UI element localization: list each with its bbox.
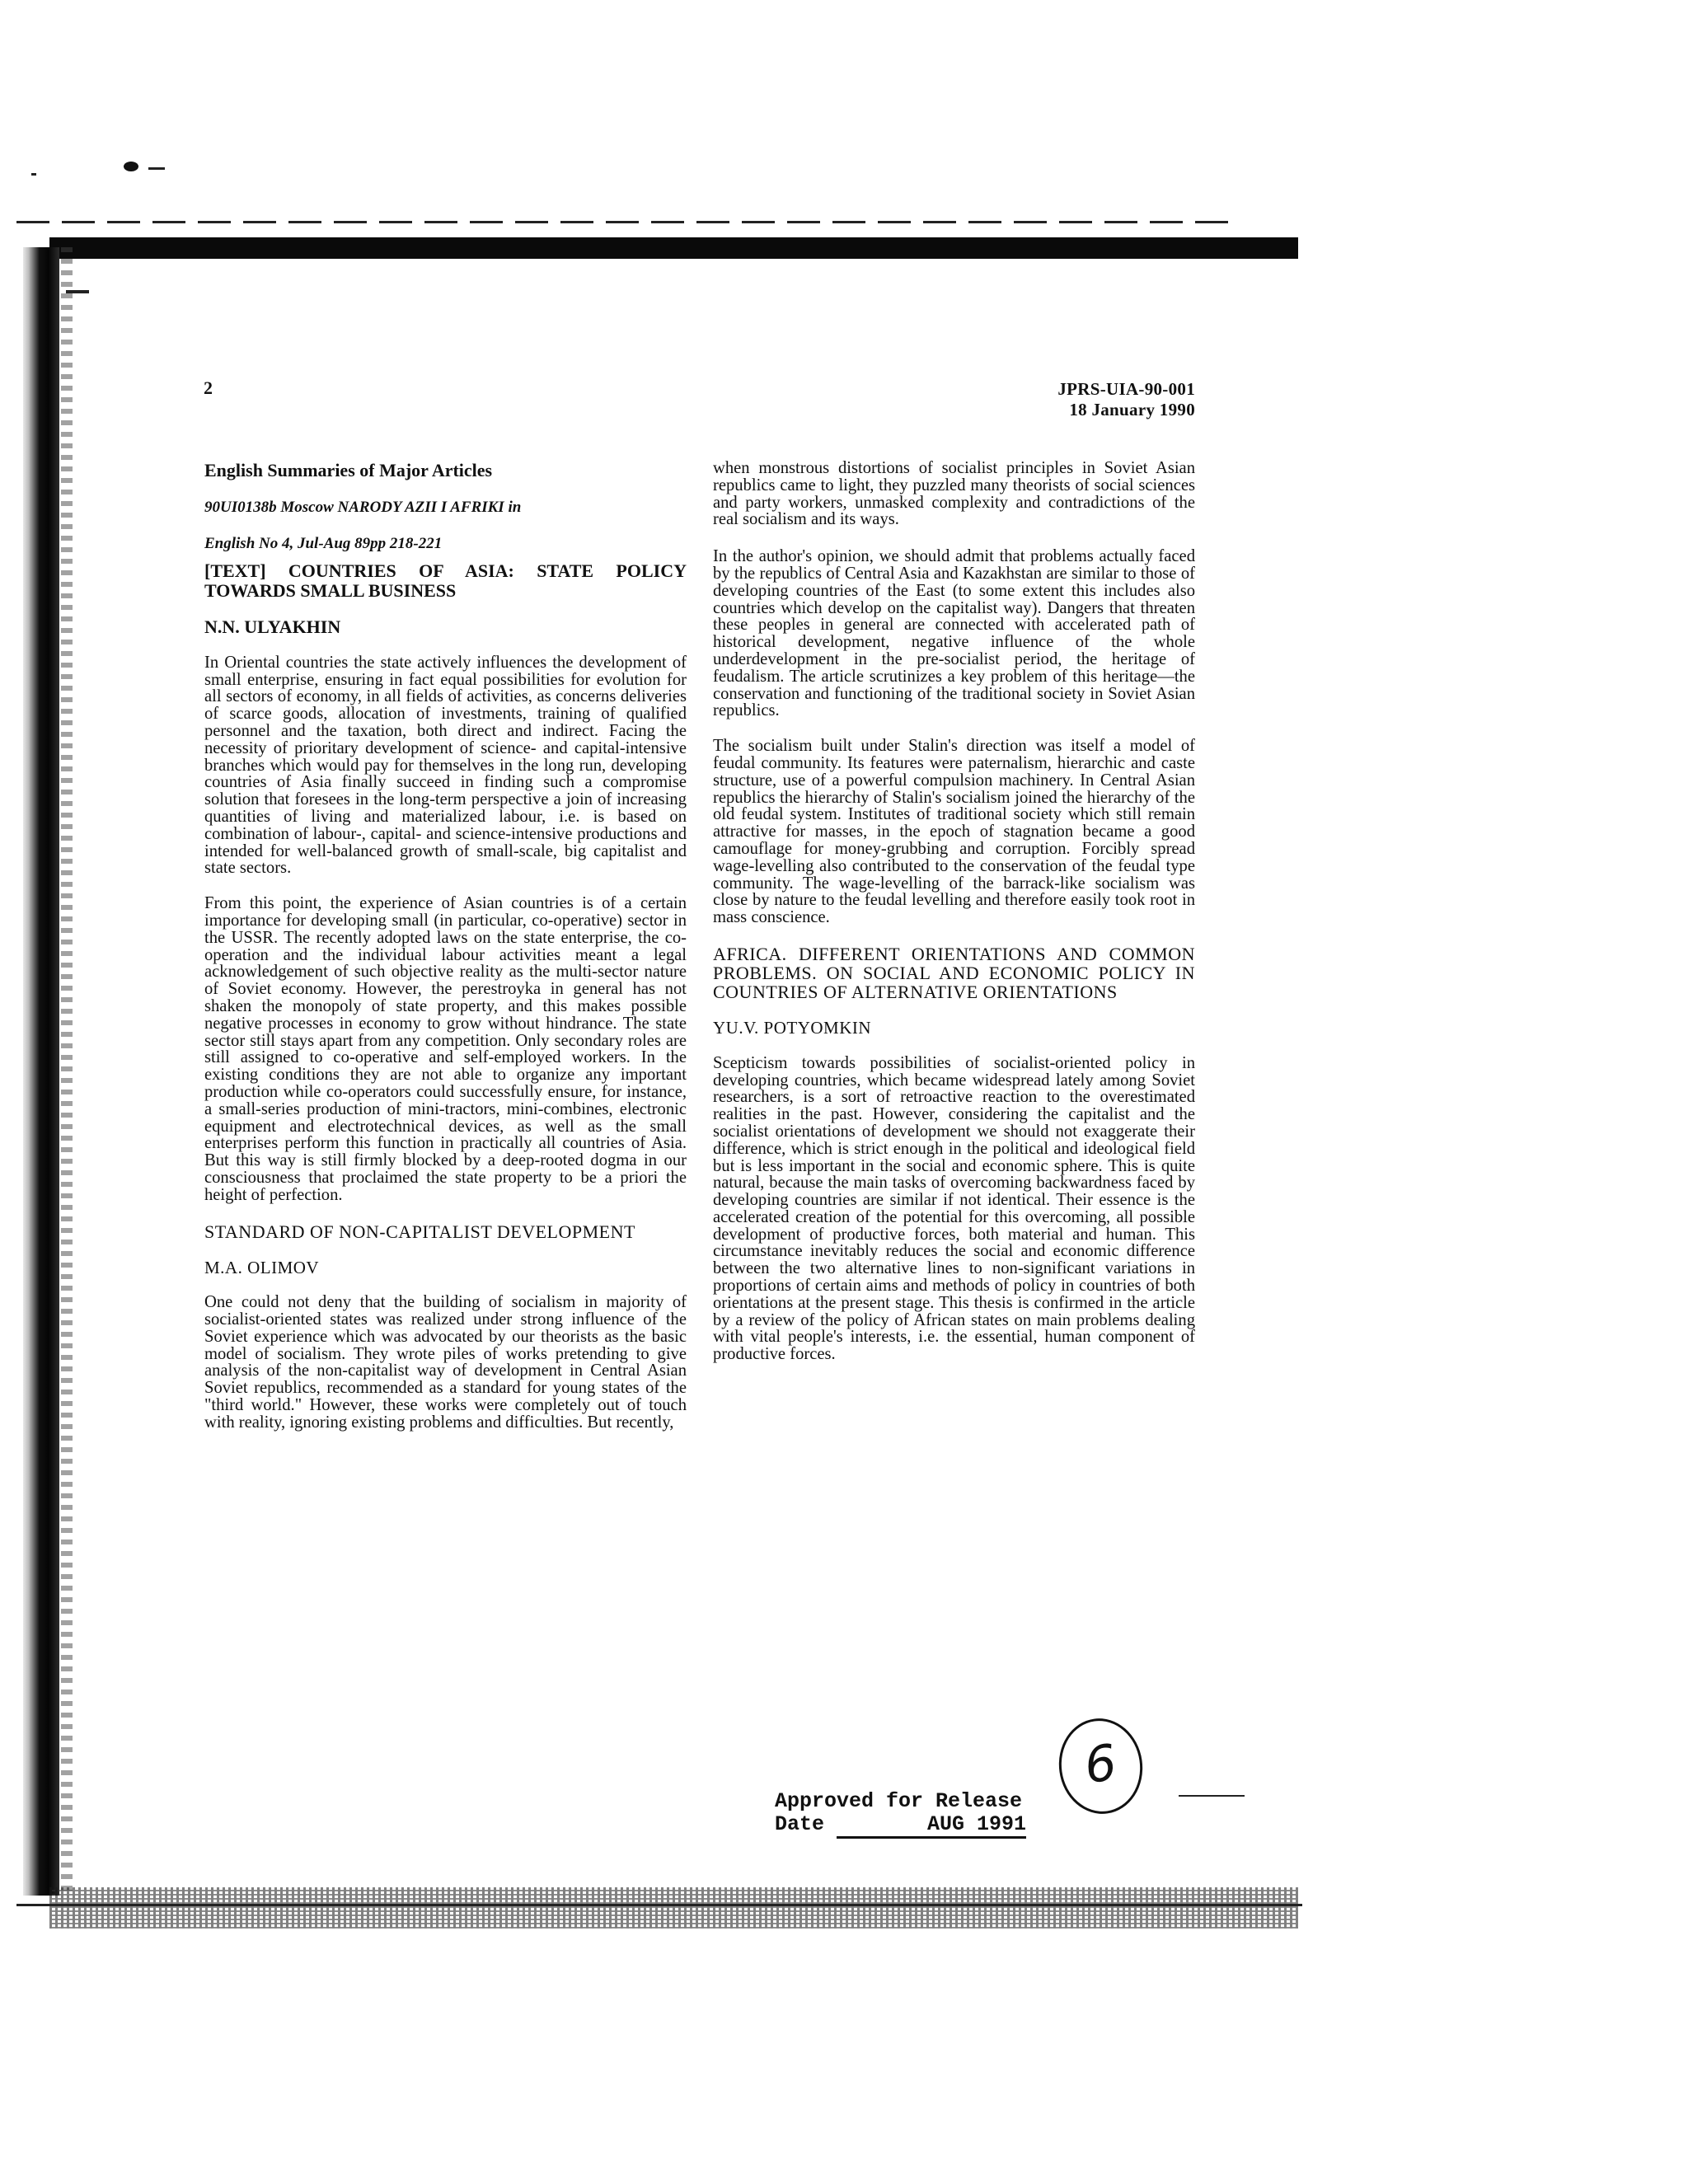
- release-stamp: [775, 1790, 1026, 1839]
- article-paragraph: The socialism built under Stalin's direction was itself a model of feudal community. Its features were paternalism, hierarchic and caste structure, use of a powerful compulsion machinery. In Central Asian republics the hierarchy of Stalin's socialism joined the hierarchy of the old feudal system. Institutes of traditional society which still remain attractive for masses, in the epoch of stagnation became a good camouflage for money-grubbing and corruption. Forcibly spread wage-levelling also contributed to the conservation of the feudal type community. The wage-levelling of the barrack-like socialism was close by nature to the feudal levelling and therefore easily took root in mass conscience.: [713, 737, 1195, 927]
- article-author: YU.V. POTYOMKIN: [713, 1017, 872, 1038]
- article-title: STANDARD OF NON-CAPITALIST DEVELOPMENT: [204, 1221, 635, 1242]
- article-author: N.N. ULYAKHIN: [204, 616, 341, 637]
- scan-mark: [148, 167, 165, 170]
- article-title: AFRICA. DIFFERENT ORIENTATIONS AND COMMON PROBLEMS. ON SOCIAL AND ECONOMIC POLICY IN COUNTRIES OF ALTERNATIVE ORIENTATIONS: [713, 943, 1195, 1002]
- article-paragraph: when monstrous distortions of socialist principles in Soviet Asian republics came to light, they puzzled many theorists of social sciences and party workers, unmasked complexity and contradictions of the real socialism and its ways.: [713, 459, 1195, 529]
- release-stamp-date-row: [775, 1813, 1026, 1839]
- article-paragraph: From this point, the experience of Asian countries is of a certain importance for developing small (in particular, co-operative) sector in the USSR. The recently adopted laws on the state enterprise, the co-operation and the individual labour activities meant a legal acknowledgement of such objective reality as the multi-sector nature of Soviet economy. However, the perestroyka in general has not shaken the monopoly of state property, and this makes possible negative processes in economy to grow without hindrance. The state sector still stays apart from any competition. Only secondary roles are still assigned to co-operative and self-employed workers. In the existing conditions they are not able to organize any important production while co-operators could successfully ensure, for instance, a small-series production of mini-tractors, mini-combines, electronic equipment and electrotechnical devices, as well as the small enterprises perform this function in practically all countries of Asia. But this way is still firmly blocked by a deep-rooted dogma in our consciousness that proclaimed the state property to be a priori the height of perfection.: [204, 894, 687, 1204]
- right-column: [713, 460, 1195, 1381]
- release-stamp-label: Approved for Release: [775, 1789, 1023, 1813]
- scan-speck: [124, 162, 138, 171]
- release-date-label: Date: [775, 1812, 825, 1836]
- release-date-value: AUG 1991: [837, 1813, 1026, 1839]
- scan-bottom-band: [49, 1887, 1298, 1929]
- document-header: [1057, 379, 1195, 420]
- scan-top-bar: [49, 237, 1298, 259]
- page-number: 2: [204, 377, 213, 398]
- document-id: JPRS-UIA-90-001: [1057, 379, 1195, 399]
- article-paragraph: In Oriental countries the state actively influences the development of small enterprise, ensuring in fact equal possibilities for evolution for all sectors of economy, in all fields of activities, as concerns deliveries of scarce goods, allocation of investments, training of qualified personnel and the taxation, both direct and indirect. Facing the necessity of prioritary development of science- and capital-intensive branches which would pay for themselves in the long run, developing countries of Asia finally succeed in finding such a compromise solution that foresees in the long-term perspective a join of increasing quantities of living and materialized labour, i.e. is based on combination of labour-, capital- and science-intensive productions and intended for well-balanced growth of small-scale, big capitalist and state sectors.: [204, 653, 687, 878]
- section-header: [204, 460, 687, 553]
- article-paragraph: Scepticism towards possibilities of socialist-oriented policy in developing countries, which became widespread lately among Soviet researchers, is a sort of retroactive reaction to the overestimated realities in the past. However, considering the capitalist and the socialist orientations of development we should not exaggerate their difference, which is strict enough in the political and ideological field but is less important in the social and economic sphere. This is quite natural, because the main tasks of overcoming backwardness faced by developing countries are similar if not identical. Their essence is the accelerated creation of the potential for this overcoming, all possible development of productive forces, both material and human. This circumstance inevitably reduces the social and economic difference between the two alternative lines to non-significant variations in proportions of certain aims and methods of policy in countries of both orientations at the present stage. This thesis is confirmed in the article by a review of the policy of African states on main problems dealing with vital people's interests, i.e. the essential, human component of productive forces.: [713, 1053, 1195, 1364]
- document-date: 18 January 1990: [1069, 400, 1195, 419]
- source-line: English No 4, Jul-Aug 89pp 218-221: [204, 535, 443, 552]
- pen-dash: [1179, 1795, 1245, 1797]
- article-paragraph: One could not deny that the building of socialism in majority of socialist-oriented states was realized under strong influence of the Soviet experience which was advocated by our theorists as the basic model of socialism. They wrote piles of works pretending to give analysis of the non-capitalist way of development in Central Asian Soviet republics, recommended as a standard for young states of the "third world." However, these works were completely out of touch with reality, ignoring existing problems and difficulties. But recently,: [204, 1293, 687, 1432]
- section-title: English Summaries of Major Articles: [204, 460, 493, 480]
- article-paragraph: In the author's opinion, we should admit that problems actually faced by the republics of Central Asia and Kazakhstan are similar to those of developing countries of the East (to some extent this includes also countries which develop on the capitalist way). Dangers that threaten these peoples in general are connected with accelerated path of historical development, negative influence of the whole underdevelopment in the pre-socialist period, the heritage of feudalism. The article scrutinizes a key problem of this heritage—the conservation and functioning of the traditional society in Soviet Asian republics.: [713, 547, 1195, 720]
- scan-left-edge-speckle: [61, 247, 73, 1896]
- scan-mark: [31, 173, 36, 176]
- left-column: [204, 460, 687, 1450]
- source-line: 90UI0138b Moscow NARODY AZII I AFRIKI in: [204, 499, 522, 516]
- scan-top-rule: [16, 221, 1228, 223]
- article-title: [TEXT] COUNTRIES OF ASIA: STATE POLICY TOWARDS SMALL BUSINESS: [204, 560, 687, 601]
- scan-left-edge: [23, 247, 59, 1896]
- article-author: M.A. OLIMOV: [204, 1257, 320, 1277]
- handwritten-page-mark: 6: [1053, 1713, 1148, 1820]
- scan-bottom-rule: [16, 1904, 1302, 1906]
